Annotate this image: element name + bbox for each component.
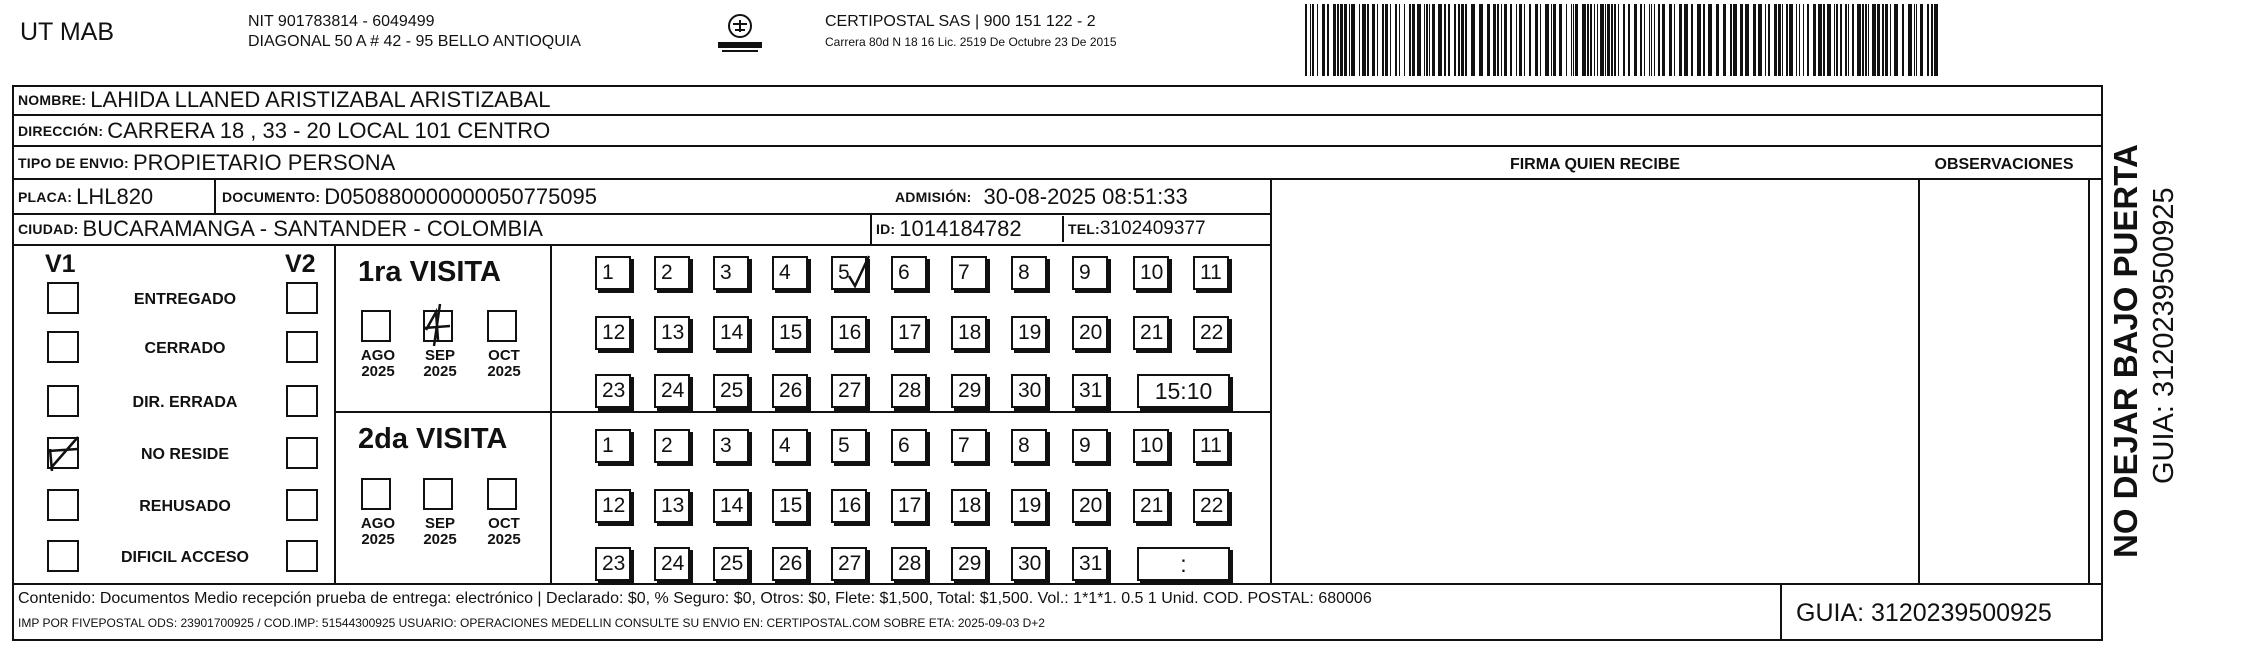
day-box[interactable]: 4 bbox=[772, 429, 808, 463]
month-checkbox[interactable] bbox=[487, 478, 517, 510]
v2-checkbox[interactable] bbox=[286, 331, 318, 363]
month-name: SEP bbox=[424, 347, 455, 364]
day-box[interactable]: 24 bbox=[654, 547, 690, 581]
documento-label: DOCUMENTO: bbox=[222, 188, 321, 205]
tel-divider bbox=[1062, 216, 1064, 242]
day-box[interactable]: 18 bbox=[951, 489, 987, 523]
month-name: AGO bbox=[360, 515, 396, 532]
day-box[interactable]: 1 bbox=[595, 429, 631, 463]
day-box[interactable]: 8 bbox=[1011, 429, 1047, 463]
day-box[interactable]: 7 bbox=[951, 256, 987, 290]
status-label: NO RESIDE bbox=[140, 446, 229, 463]
first-visit-title: 1ra VISITA bbox=[358, 256, 501, 288]
month-checkbox[interactable] bbox=[487, 310, 517, 342]
month-year: 2025 bbox=[423, 363, 457, 380]
month-label bbox=[476, 348, 532, 380]
sender-address: DIAGONAL 50 A # 42 - 95 BELLO ANTIOQUIA bbox=[248, 33, 581, 50]
direccion-label: DIRECCIÓN: bbox=[18, 122, 104, 139]
documento-field bbox=[222, 180, 597, 213]
v1-checkbox[interactable] bbox=[47, 282, 79, 314]
day-box[interactable]: 31 bbox=[1072, 374, 1108, 408]
direccion-row bbox=[18, 116, 550, 145]
day-box[interactable]: 7 bbox=[951, 429, 987, 463]
day-box[interactable]: 1 bbox=[595, 256, 631, 290]
day-box[interactable]: 9 bbox=[1072, 429, 1108, 463]
month-label bbox=[476, 516, 532, 548]
status-label: DIFICIL ACCESO bbox=[120, 549, 249, 566]
month-label bbox=[412, 516, 468, 548]
month-check-mark-text bbox=[434, 316, 435, 317]
month-label bbox=[350, 516, 406, 548]
v1-header: V1 bbox=[45, 250, 76, 278]
certipostal-logo-icon bbox=[712, 8, 768, 56]
company-name: UT MAB bbox=[20, 18, 114, 46]
month-name: OCT bbox=[488, 515, 520, 532]
day-box[interactable]: 22 bbox=[1193, 489, 1229, 523]
day-box[interactable]: 21 bbox=[1133, 489, 1169, 523]
tel-field bbox=[1068, 214, 1206, 244]
status-label: DIR. ERRADA bbox=[132, 394, 238, 411]
barcode bbox=[1305, 4, 1940, 76]
day-box[interactable]: 25 bbox=[713, 374, 749, 408]
status-label: ENTREGADO bbox=[133, 291, 237, 308]
day-box[interactable]: 23 bbox=[595, 547, 631, 581]
v1-checkbox[interactable] bbox=[47, 331, 79, 363]
admision-label: ADMISIÓN: bbox=[895, 188, 972, 205]
v2-checkbox[interactable] bbox=[286, 385, 318, 417]
status-label: CERRADO bbox=[144, 340, 226, 357]
v2-checkbox[interactable] bbox=[286, 437, 318, 469]
day-box[interactable]: 3 bbox=[713, 256, 749, 290]
day-box[interactable]: 24 bbox=[654, 374, 690, 408]
day-box[interactable]: 5 bbox=[831, 429, 867, 463]
status-label: REHUSADO bbox=[139, 498, 231, 515]
v1-checkbox[interactable] bbox=[47, 489, 79, 521]
day-box[interactable]: 20 bbox=[1072, 489, 1108, 523]
day-box[interactable]: 16 bbox=[831, 489, 867, 523]
nombre-value: LAHIDA LLANED ARISTIZABAL ARISTIZABAL bbox=[90, 87, 551, 112]
admision-value: 30-08-2025 08:51:33 bbox=[983, 183, 1188, 209]
day-box[interactable]: 30 bbox=[1011, 547, 1047, 581]
tipo-envio-row bbox=[18, 148, 395, 178]
tel-label: TEL: bbox=[1068, 221, 1100, 237]
footer-guia: GUIA: 3120239500925 bbox=[1796, 599, 2052, 627]
month-name: AGO bbox=[360, 347, 396, 364]
day-box[interactable]: 26 bbox=[772, 547, 808, 581]
id-field bbox=[876, 214, 1022, 244]
v2-checkbox[interactable] bbox=[286, 540, 318, 572]
day-box[interactable]: 19 bbox=[1011, 489, 1047, 523]
ciudad-label: CIUDAD: bbox=[18, 221, 79, 237]
day-box[interactable]: 23 bbox=[595, 374, 631, 408]
direccion-value: CARRERA 18 , 33 - 20 LOCAL 101 CENTRO bbox=[107, 117, 551, 143]
visit-time-box[interactable]: 15:10 bbox=[1137, 374, 1230, 408]
day-box[interactable]: 15 bbox=[772, 316, 808, 350]
day-box[interactable]: 6 bbox=[891, 429, 927, 463]
day-box[interactable]: 18 bbox=[951, 316, 987, 350]
day-box[interactable]: 5 bbox=[831, 256, 867, 290]
day-box[interactable]: 17 bbox=[891, 316, 927, 350]
day-box[interactable]: 27 bbox=[831, 547, 867, 581]
day-box[interactable]: 29 bbox=[951, 547, 987, 581]
v1-checkbox[interactable] bbox=[47, 540, 79, 572]
ciudad-value: BUCARAMANGA - SANTANDER - COLOMBIA bbox=[82, 216, 543, 241]
side-guia: GUIA: 3120239500925 bbox=[2148, 187, 2180, 484]
month-year: 2025 bbox=[361, 363, 395, 380]
footer-contents: Contenido: Documentos Medio recepción prueba de entrega: electrónico | Declarado: $0, % Seguro: $0, Otros: $0, Flete: $1,500, Total: $1,500. Vol.: 1*1*1. 0.5 1 Unid. COD. POSTAL: 680006 bbox=[18, 590, 1372, 607]
day-box[interactable]: 29 bbox=[951, 374, 987, 408]
day-box[interactable]: 16 bbox=[831, 316, 867, 350]
day-box[interactable]: 11 bbox=[1193, 256, 1229, 290]
day-box[interactable]: 4 bbox=[772, 256, 808, 290]
month-checkbox[interactable] bbox=[361, 478, 391, 510]
day-box[interactable]: 6 bbox=[891, 256, 927, 290]
day-box[interactable]: 20 bbox=[1072, 316, 1108, 350]
v2-checkbox[interactable] bbox=[286, 489, 318, 521]
certipostal-nit: CERTIPOSTAL SAS | 900 151 122 - 2 bbox=[825, 13, 1096, 30]
month-name: SEP bbox=[424, 515, 455, 532]
month-checkbox[interactable] bbox=[423, 478, 453, 510]
day-box[interactable]: 2 bbox=[654, 256, 690, 290]
day-box[interactable]: 2 bbox=[654, 429, 690, 463]
day-box[interactable]: 26 bbox=[772, 374, 808, 408]
day-box[interactable]: 10 bbox=[1133, 256, 1169, 290]
day-box[interactable]: 11 bbox=[1193, 429, 1229, 463]
footer-meta: IMP POR FIVEPOSTAL ODS: 23901700925 / COD.IMP: 51544300925 USUARIO: OPERACIONES MEDELLIN CONSULTE SU ENVIO EN: CERTIPOSTAL.COM SOBRE ETA: 2025-09-03 D+2 bbox=[18, 616, 1045, 630]
tipo-envio-value: PROPIETARIO PERSONA bbox=[132, 150, 396, 175]
admision-field bbox=[895, 180, 1188, 213]
day-box[interactable]: 8 bbox=[1011, 256, 1047, 290]
documento-value: D050880000000050775095 bbox=[324, 183, 598, 209]
ciudad-field bbox=[18, 214, 543, 244]
day-box[interactable]: 14 bbox=[713, 316, 749, 350]
tel-value: 3102409377 bbox=[1099, 218, 1206, 239]
day-box[interactable]: 28 bbox=[891, 374, 927, 408]
id-value: 1014184782 bbox=[899, 216, 1022, 241]
second-visit-title: 2da VISITA bbox=[358, 423, 508, 455]
observaciones-column-title: OBSERVACIONES bbox=[1934, 156, 2074, 173]
day-box[interactable]: 17 bbox=[891, 489, 927, 523]
placa-field bbox=[18, 180, 153, 213]
month-year: 2025 bbox=[487, 363, 521, 380]
day-box[interactable]: 27 bbox=[831, 374, 867, 408]
month-year: 2025 bbox=[361, 531, 395, 548]
v2-header: V2 bbox=[285, 250, 316, 278]
day-box[interactable]: 14 bbox=[713, 489, 749, 523]
v1-checkbox[interactable] bbox=[47, 385, 79, 417]
v1-check-mark bbox=[42, 431, 86, 475]
day-box[interactable]: 12 bbox=[595, 489, 631, 523]
day-box[interactable]: 21 bbox=[1133, 316, 1169, 350]
nit: NIT 901783814 - 6049499 bbox=[248, 13, 435, 30]
day-box[interactable]: 13 bbox=[654, 489, 690, 523]
day-box[interactable]: 31 bbox=[1072, 547, 1108, 581]
day-box[interactable]: 12 bbox=[595, 316, 631, 350]
firma-column-title: FIRMA QUIEN RECIBE bbox=[1509, 156, 1681, 173]
day-box[interactable]: 19 bbox=[1011, 316, 1047, 350]
day-box[interactable]: 28 bbox=[891, 547, 927, 581]
no-dejar-bajo-puerta: NO DEJAR BAJO PUERTA bbox=[2107, 144, 2144, 558]
tipo-envio-label: TIPO DE ENVIO: bbox=[18, 155, 129, 171]
v2-checkbox[interactable] bbox=[286, 282, 318, 314]
day-box[interactable]: 22 bbox=[1193, 316, 1229, 350]
month-name: OCT bbox=[488, 347, 520, 364]
day-box[interactable]: 25 bbox=[713, 547, 749, 581]
day-box[interactable]: 9 bbox=[1072, 256, 1108, 290]
day-box[interactable]: 10 bbox=[1133, 429, 1169, 463]
month-year: 2025 bbox=[423, 531, 457, 548]
month-checkbox[interactable] bbox=[361, 310, 391, 342]
placa-value: LHL820 bbox=[76, 183, 154, 209]
month-year: 2025 bbox=[487, 531, 521, 548]
day-check-mark bbox=[835, 252, 875, 292]
placa-label: PLACA: bbox=[18, 188, 73, 205]
day-box[interactable]: 13 bbox=[654, 316, 690, 350]
day-box[interactable]: 3 bbox=[713, 429, 749, 463]
month-label bbox=[412, 348, 468, 380]
certipostal-license: Carrera 80d N 18 16 Lic. 2519 De Octubre 23 De 2015 bbox=[825, 35, 1117, 49]
id-label: ID: bbox=[876, 221, 896, 237]
day-box[interactable]: 30 bbox=[1011, 374, 1047, 408]
nombre-row bbox=[18, 86, 550, 114]
day-box[interactable]: 15 bbox=[772, 489, 808, 523]
month-label bbox=[350, 348, 406, 380]
nombre-label: NOMBRE: bbox=[18, 92, 87, 108]
certipostal-logo bbox=[712, 8, 768, 56]
month-check-mark bbox=[420, 300, 470, 350]
visit-time-box[interactable]: : bbox=[1137, 547, 1230, 581]
